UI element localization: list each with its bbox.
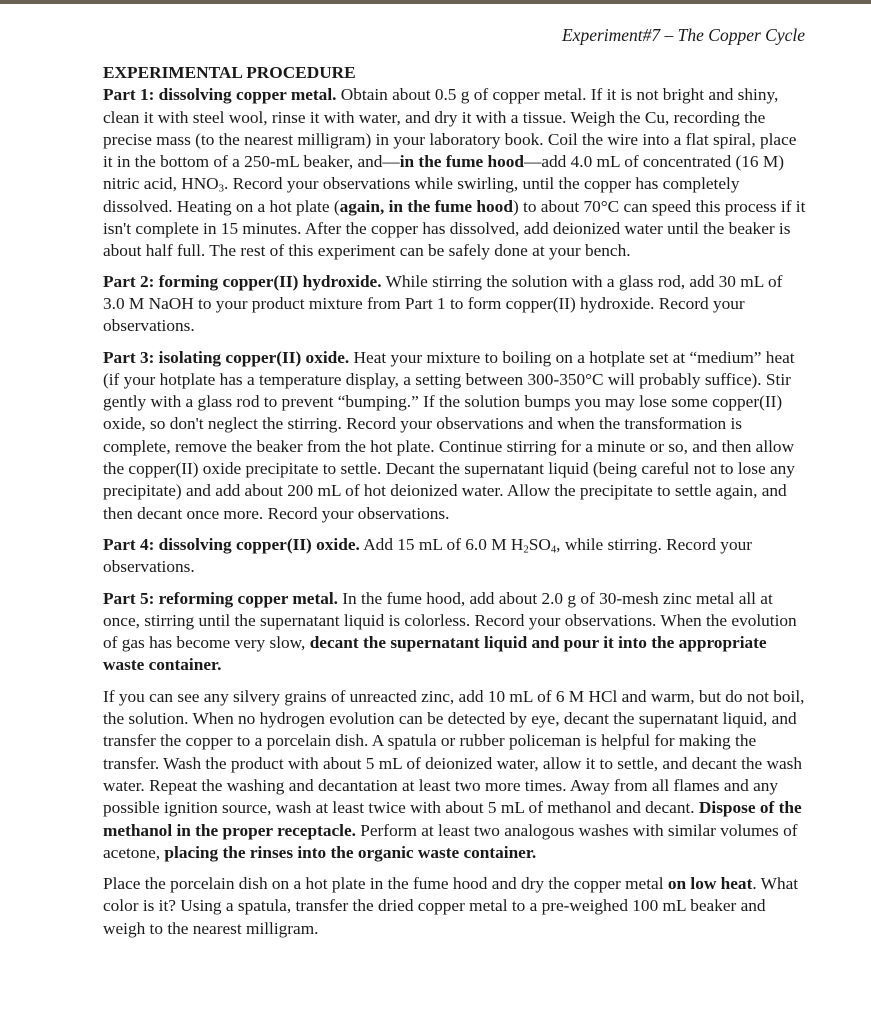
paragraph-part-4: Part 4: dissolving copper(II) oxide. Add 15 mL of 6.0 M $H_2SO_4$, while stirring. Record your observations. <box>103 534 752 577</box>
paragraph-drying: Place the porcelain dish on a hot plate in the fume hood and dry the copper metal on low heat. What color is it? Using a spatula, transfer the dried copper metal to a pre-weighed 100 mL beaker and weigh to the nearest milligram. <box>103 874 799 938</box>
part-4-heading: Part 4: dissolving copper(II) oxide. <box>103 534 360 554</box>
part-5-heading: Part 5: reforming copper metal. <box>103 588 338 608</box>
paragraph-part-2: Part 2: forming copper(II) hydroxide. While stirring the solution with a glass rod, add 30 mL of 3.0 M NaOH to your product mixture from Part 1 to form copper(II) hydroxide. Record your observations. <box>103 271 783 336</box>
part-3-heading: Part 3: isolating copper(II) oxide. <box>103 347 350 367</box>
part-2-heading: Part 2: forming copper(II) hydroxide. <box>103 271 382 291</box>
document-body <box>103 62 807 949</box>
paragraph-part-3: Part 3: isolating copper(II) oxide. Heat your mixture to boiling on a hotplate set at “medium” heat (if your hotplate has a temperature display, a setting between 300-350°C will probably suffice). Stir gently with a glass rod to prevent “bumping.” If the solution bumps you may lose some copper(II) oxide, so don't neglect the stirring. Record your observations and when the transformation is complete, remove the beaker from the hot plate. Continue stirring for a minute or so, and then allow the copper(II) oxide precipitate to settle. Decant the supernatant liquid (being careful not to lose any precipitate) and add about 200 mL of hot deionized water. Allow the precipitate to settle again, and then decant once more. Record your observations. <box>103 347 795 523</box>
paragraph-part-5: Part 5: reforming copper metal. In the fume hood, add about 2.0 g of 30-mesh zinc metal all at once, stirring until the supernatant liquid is colorless. Record your observations. When the evolution of gas has become very slow, decant the supernatant liquid and pour it into the appropriate waste container. <box>103 588 797 675</box>
part-1-heading: Part 1: dissolving copper metal. <box>103 85 337 105</box>
paragraph-zinc-removal: If you can see any silvery grains of unreacted zinc, add 10 mL of 6 M HCl and warm, but do not boil, the solution. When no hydrogen evolution can be detected by eye, decant the supernatant liquid, and transfer the copper to a porcelain dish. A spatula or rubber policeman is helpful for making the transfer. Wash the product with about 5 mL of deionized water, allow it to settle, and decant the wash water. Repeat the washing and decantation at least two more times. Away from all flames and any possible ignition source, wash at least twice with about 5 mL of methanol and decant. Dispose of the methanol in the proper receptacle. Perform at least two analogous washes with similar volumes of acetone, placing the rinses into the organic waste container. <box>103 686 805 862</box>
section-title: EXPERIMENTAL PROCEDURE <box>103 63 356 82</box>
paragraph-part-1: Part 1: dissolving copper metal. Obtain about 0.5 g of copper metal. If it is not bright and shiny, clean it with steel wool, rinse it with water, and dry it with a tissue. Weigh the Cu, recording the precise mass (to the nearest milligram) in your laboratory book. Coil the wire into a flat spiral, place it in the bottom of a 250-mL beaker, and—in the fume hood—add 4.0 mL of concentrated (16 M) nitric acid, $HNO_3$. Record your observations while swirling, until the copper has completely dissolved. Heating on a hot plate (again, in the fume hood) to about 70°C can speed this process if it isn't complete in 15 minutes. After the copper has dissolved, add deionized water until the beaker is about half full. The rest of this experiment can be safely done at your bench. <box>103 85 806 261</box>
page-header: Experiment#7 – The Copper Cycle <box>561 25 805 45</box>
top-border <box>0 0 871 4</box>
